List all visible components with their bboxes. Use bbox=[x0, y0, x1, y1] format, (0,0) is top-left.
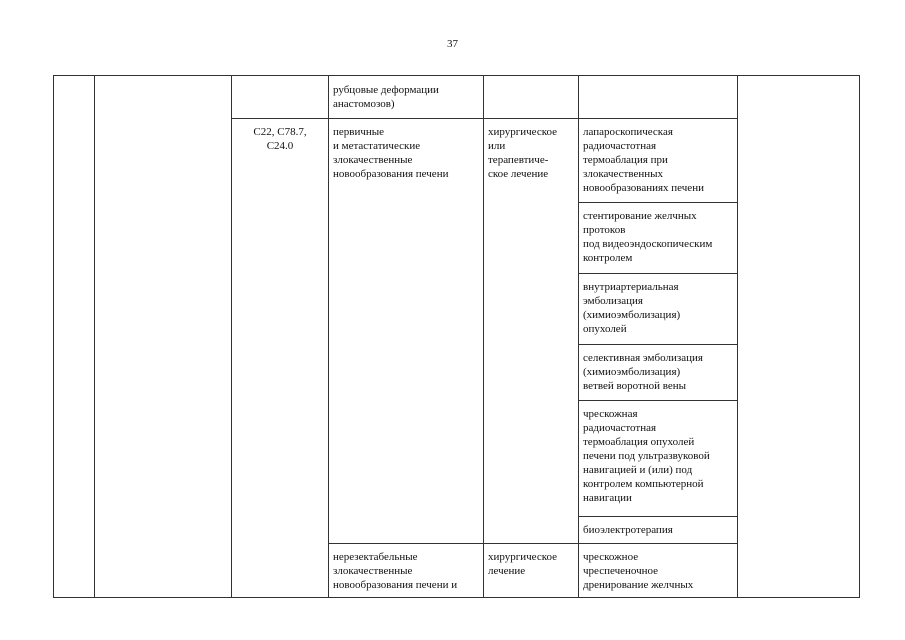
row2-method-6: биоэлектротерапия bbox=[583, 524, 673, 536]
row-divider-1 bbox=[231, 118, 738, 119]
column-divider-3 bbox=[328, 76, 329, 597]
medical-services-table bbox=[53, 75, 860, 598]
row3-method-cell: чрескожное чреспеченочное дренирование желчных bbox=[583, 551, 694, 591]
row2-method-5: чрескожная радиочастотная термоаблация опухолей печени под ультразвуковой навигацией и (или) под контролем компьютерной навигации bbox=[583, 408, 710, 504]
method-divider-4 bbox=[578, 400, 738, 401]
method-divider-1 bbox=[578, 202, 738, 203]
row2-method-1: лапароскопическая радиочастотная термоаблация при злокачественных новообразованиях печени bbox=[583, 126, 704, 194]
row3-diagnosis-cell: нерезектабельные злокачественные новообразования печени и bbox=[333, 551, 458, 591]
page-number: 37 bbox=[447, 38, 458, 50]
row2-method-2: стентирование желчных протоков под видеоэндоскопическим контролем bbox=[583, 210, 713, 264]
row-divider-2 bbox=[328, 543, 738, 544]
row2-method-4: селективная эмболизация (химиоэмболизация) ветвей воротной вены bbox=[583, 352, 703, 392]
column-divider-1 bbox=[94, 76, 95, 597]
row2-treatment-type-cell: хирургическое или терапевтиче- ское лечение bbox=[488, 126, 558, 180]
row2-method-3: внутриартериальная эмболизация (химиоэмболизация) опухолей bbox=[583, 281, 681, 335]
row1-diagnosis-cell: рубцовые деформации анастомозов) bbox=[333, 84, 439, 110]
row2-codes-cell: С22, С78.7, С24.0 bbox=[253, 126, 307, 152]
method-divider-2 bbox=[578, 273, 738, 274]
column-divider-5 bbox=[578, 76, 579, 597]
column-divider-6 bbox=[737, 76, 738, 597]
method-divider-5 bbox=[578, 516, 738, 517]
column-divider-2 bbox=[231, 76, 232, 597]
column-divider-4 bbox=[483, 76, 484, 597]
method-divider-3 bbox=[578, 344, 738, 345]
row2-diagnosis-cell: первичные и метастатические злокачественные новообразования печени bbox=[333, 126, 449, 180]
row3-treatment-type-cell: хирургическое лечение bbox=[488, 551, 558, 577]
